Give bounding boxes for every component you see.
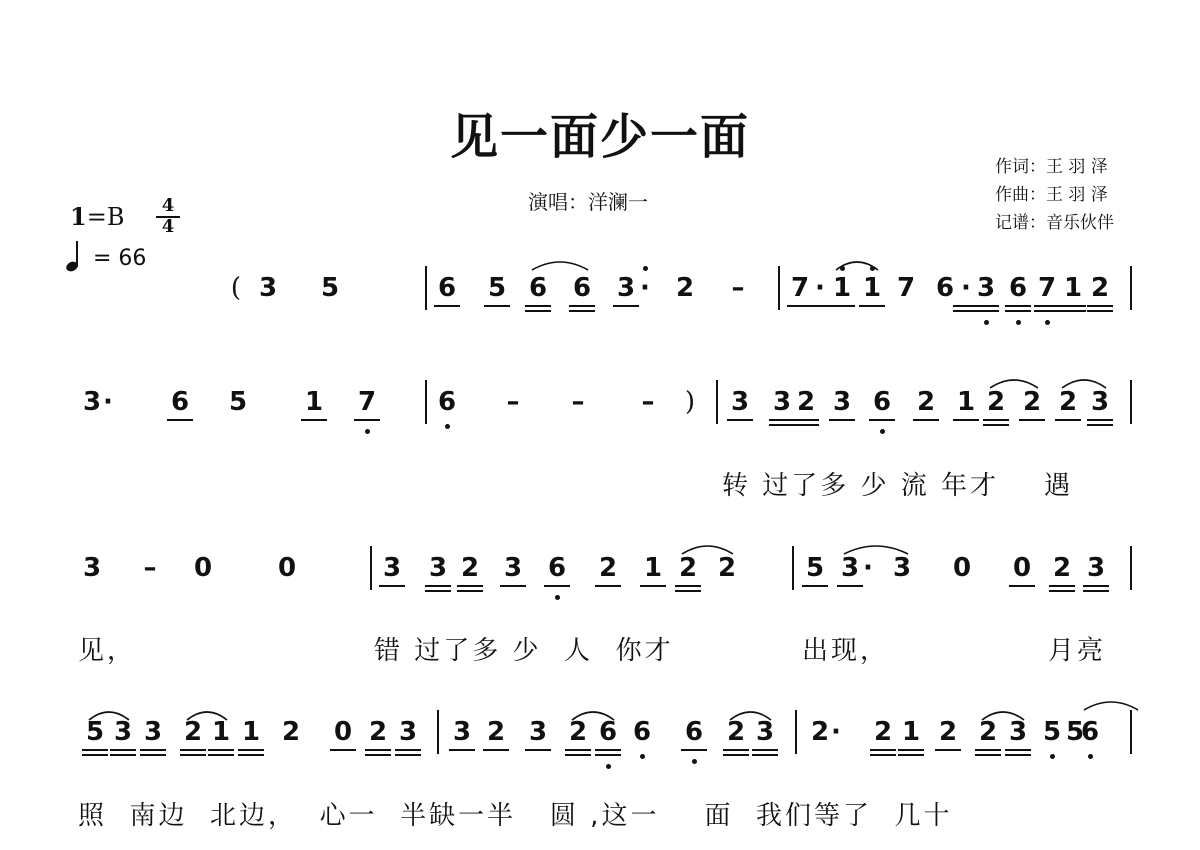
note-3: 3 bbox=[1086, 553, 1106, 583]
note-3: 3 bbox=[772, 387, 792, 417]
note-0: 0 bbox=[952, 553, 972, 583]
note-3: 3 bbox=[82, 553, 102, 583]
note-0: 0 bbox=[277, 553, 297, 583]
note-6: 6 bbox=[437, 273, 457, 303]
lyrics-line-4: 照 南边 北边， 心一 半缺一半 圆 ,这一 面 我们等了 几十 bbox=[78, 801, 953, 831]
note-7: 7 bbox=[790, 273, 810, 303]
note-3: 3 bbox=[382, 553, 402, 583]
note-2: 2 bbox=[810, 717, 830, 747]
note-2: 2 bbox=[486, 717, 506, 747]
note-1: 1 bbox=[304, 387, 324, 417]
note-2: 2 bbox=[678, 553, 698, 583]
note-dash-sustain: – bbox=[731, 273, 745, 303]
note-7: 7 bbox=[896, 273, 916, 303]
note-5: 5 bbox=[85, 717, 105, 747]
note-6: 6 bbox=[872, 387, 892, 417]
note-3: 3 bbox=[976, 273, 996, 303]
note-3: 3 bbox=[730, 387, 750, 417]
note-0: 0 bbox=[333, 717, 353, 747]
note-0: 0 bbox=[193, 553, 213, 583]
slur-tie bbox=[982, 712, 1024, 720]
slur-tie bbox=[532, 262, 588, 270]
slur-tie bbox=[844, 546, 908, 554]
note-1: 1 bbox=[832, 273, 852, 303]
note-5: 5 bbox=[487, 273, 507, 303]
note-1: 1 bbox=[643, 553, 663, 583]
note-dash-sustain: – bbox=[571, 387, 585, 417]
lyrics-line-3c: 出现， bbox=[802, 636, 890, 666]
slur-tie bbox=[836, 262, 878, 270]
note-1: 1 bbox=[956, 387, 976, 417]
note-1: 1 bbox=[901, 717, 921, 747]
song-title: 见一面少一面 bbox=[449, 109, 750, 165]
note-dash-sustain: – bbox=[506, 387, 520, 417]
slur-tie bbox=[187, 712, 227, 720]
note-3: 3 bbox=[143, 717, 163, 747]
note-2: 2 bbox=[598, 553, 618, 583]
note-2: 2 bbox=[675, 273, 695, 303]
note-dot-rhythm: · bbox=[831, 717, 841, 747]
note-3: 3 bbox=[1008, 717, 1028, 747]
note-dash-sustain: – bbox=[641, 387, 655, 417]
note-2: 2 bbox=[183, 717, 203, 747]
note-2: 2 bbox=[938, 717, 958, 747]
composer-credit: 作曲：王 羽 泽 bbox=[995, 185, 1108, 205]
note-dot-rhythm: · bbox=[640, 273, 650, 303]
note-6: 6 bbox=[170, 387, 190, 417]
note-1: 1 bbox=[241, 717, 261, 747]
slur-tie bbox=[89, 712, 129, 720]
note-5: 5 bbox=[1065, 717, 1085, 747]
slur-tie bbox=[990, 380, 1038, 388]
note-3: 3 bbox=[1090, 387, 1110, 417]
note-dot-rhythm: · bbox=[815, 273, 825, 303]
note-2: 2 bbox=[1022, 387, 1042, 417]
note-2: 2 bbox=[1090, 273, 1110, 303]
lyrics-line-3b: 错 过了多 少 人 你才 bbox=[374, 636, 674, 666]
note-dot-rhythm: · bbox=[863, 553, 873, 583]
note-2: 2 bbox=[726, 717, 746, 747]
note-3: 3 bbox=[398, 717, 418, 747]
note-6: 6 bbox=[935, 273, 955, 303]
note-dot-rhythm: · bbox=[961, 273, 971, 303]
note-2: 2 bbox=[460, 553, 480, 583]
note-5: 5 bbox=[320, 273, 340, 303]
note-6: 6 bbox=[547, 553, 567, 583]
slur-tie bbox=[1062, 380, 1106, 388]
note-6: 6 bbox=[572, 273, 592, 303]
note-3: 3 bbox=[528, 717, 548, 747]
lyricist-credit: 作词：王 羽 泽 bbox=[995, 157, 1108, 177]
note-3: 3 bbox=[113, 717, 133, 747]
note-2: 2 bbox=[1058, 387, 1078, 417]
slur-tie bbox=[1084, 702, 1138, 710]
note-6: 6 bbox=[1080, 717, 1100, 747]
note-2: 2 bbox=[986, 387, 1006, 417]
note-6: 6 bbox=[1008, 273, 1028, 303]
note-6: 6 bbox=[437, 387, 457, 417]
note-6: 6 bbox=[528, 273, 548, 303]
note-2: 2 bbox=[1052, 553, 1072, 583]
note-open-paren: ( bbox=[230, 273, 242, 303]
note-2: 2 bbox=[978, 717, 998, 747]
note-1: 1 bbox=[211, 717, 231, 747]
tempo-marking: = 66 bbox=[66, 246, 146, 271]
note-7: 7 bbox=[357, 387, 377, 417]
note-2: 2 bbox=[717, 553, 737, 583]
note-3: 3 bbox=[616, 273, 636, 303]
note-5: 5 bbox=[805, 553, 825, 583]
note-5: 5 bbox=[1042, 717, 1062, 747]
note-3: 3 bbox=[755, 717, 775, 747]
note-close-paren: ) bbox=[684, 387, 696, 417]
note-3: 3 bbox=[503, 553, 523, 583]
lyrics-line-3d: 月亮 bbox=[1048, 636, 1107, 666]
singer-credit: 演唱：洋澜一 bbox=[528, 190, 648, 214]
note-3: 3 bbox=[452, 717, 472, 747]
note-6: 6 bbox=[684, 717, 704, 747]
note-2: 2 bbox=[916, 387, 936, 417]
lyrics-line-3a: 见， bbox=[78, 636, 137, 666]
note-2: 2 bbox=[796, 387, 816, 417]
note-7: 7 bbox=[1037, 273, 1057, 303]
note-5: 5 bbox=[228, 387, 248, 417]
slur-tie bbox=[572, 712, 614, 720]
time-signature: 4 4 bbox=[156, 197, 180, 236]
note-3: 3 bbox=[258, 273, 278, 303]
note-3: 3 bbox=[832, 387, 852, 417]
note-2: 2 bbox=[281, 717, 301, 747]
note-1: 1 bbox=[1063, 273, 1083, 303]
note-6: 6 bbox=[598, 717, 618, 747]
note-dash-sustain: – bbox=[143, 553, 157, 583]
note-3: 3 bbox=[428, 553, 448, 583]
lyrics-line-2: 转 过了多 少 流 年才 遇 bbox=[722, 471, 1074, 501]
note-1: 1 bbox=[862, 273, 882, 303]
note-0: 0 bbox=[1012, 553, 1032, 583]
note-6: 6 bbox=[632, 717, 652, 747]
note-3: 3 bbox=[82, 387, 102, 417]
note-2: 2 bbox=[368, 717, 388, 747]
key-signature: 1=B bbox=[70, 202, 125, 231]
transcriber-credit: 记谱：音乐伙伴 bbox=[995, 213, 1114, 233]
note-2: 2 bbox=[568, 717, 588, 747]
note-2: 2 bbox=[873, 717, 893, 747]
note-3: 3 bbox=[892, 553, 912, 583]
note-dot-rhythm: · bbox=[103, 387, 113, 417]
slur-tie bbox=[730, 712, 771, 720]
note-3: 3 bbox=[840, 553, 860, 583]
slur-tie bbox=[682, 546, 733, 554]
